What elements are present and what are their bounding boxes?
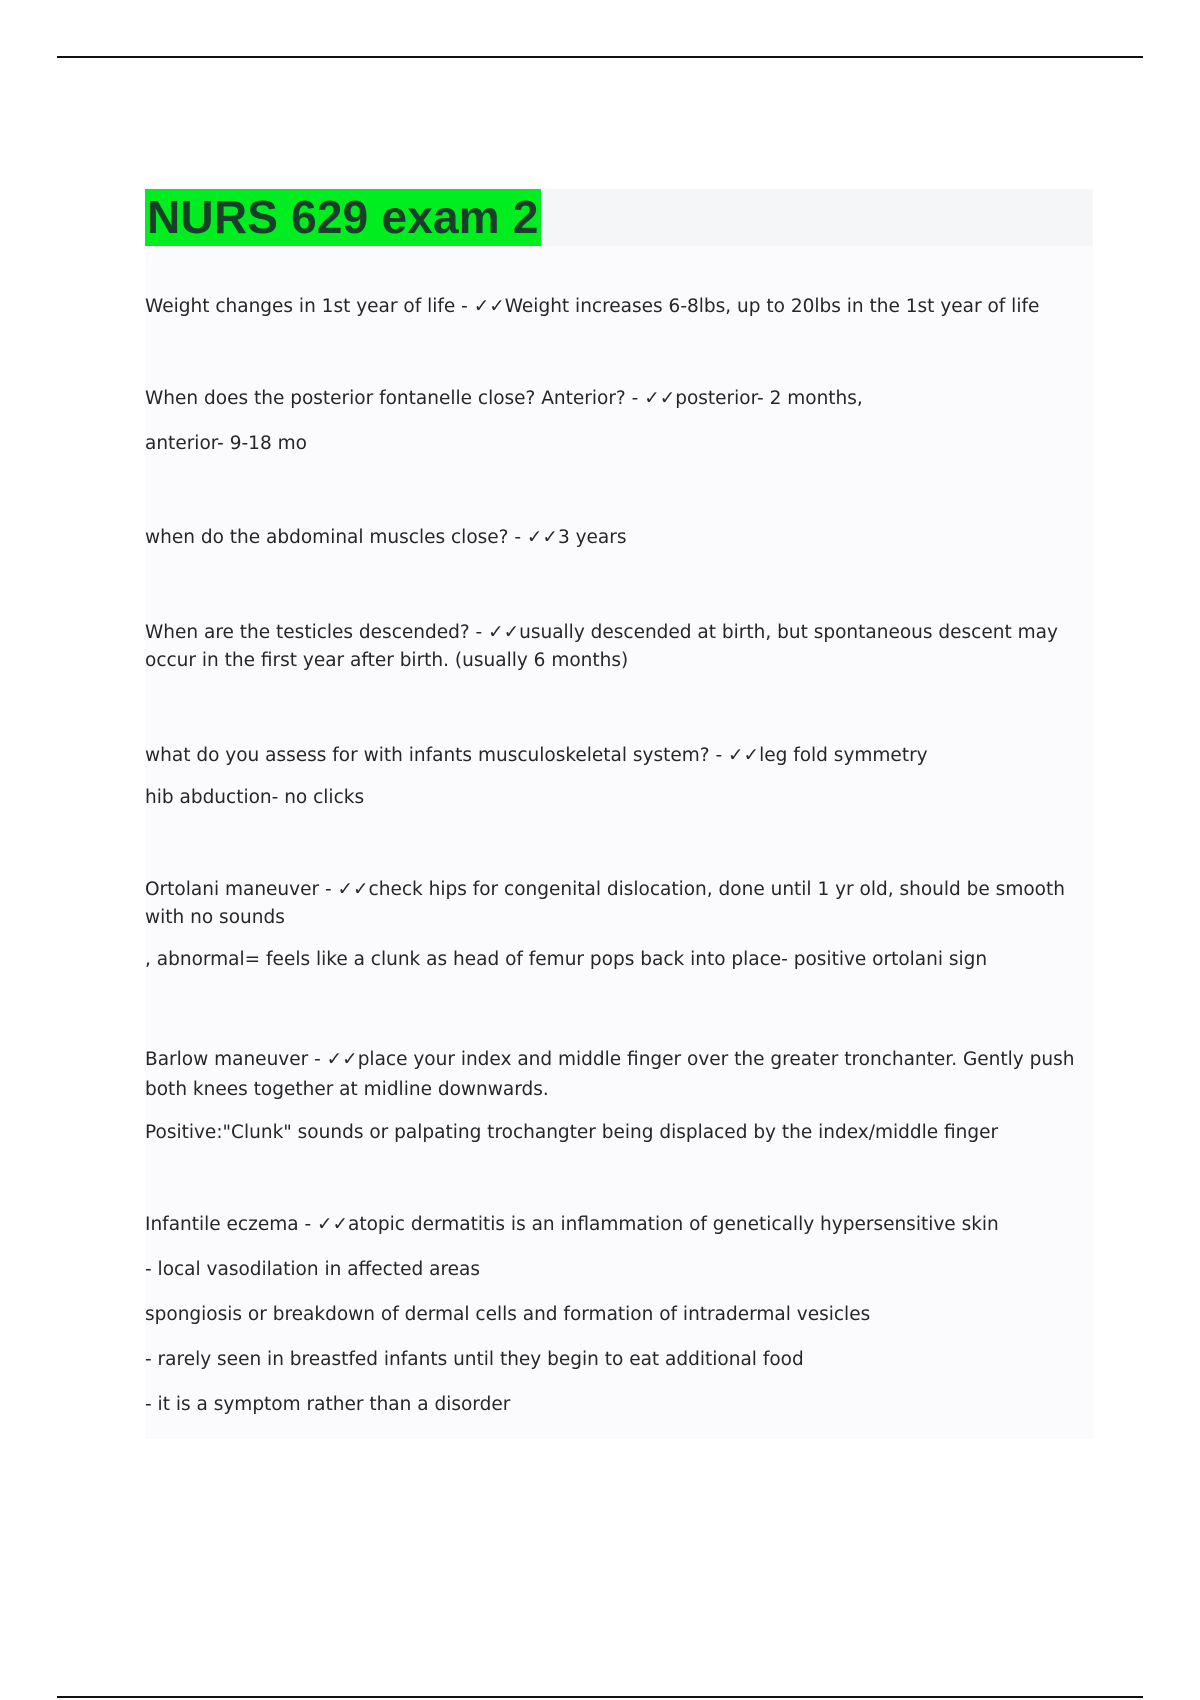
qa-entry-barlow xyxy=(145,1045,1093,1147)
check-mark-icon: ✓✓ xyxy=(644,388,676,409)
document-body xyxy=(145,189,1093,1439)
check-mark-icon: ✓✓ xyxy=(526,527,558,548)
qa-entry-ortolani xyxy=(145,876,1093,974)
header-rule xyxy=(57,56,1143,58)
qa-line xyxy=(145,742,1093,770)
qa-line xyxy=(145,876,1093,932)
answer-text: leg fold symmetry xyxy=(759,745,928,766)
separator: - xyxy=(308,1049,327,1070)
qa-entry-abdominal-muscles xyxy=(145,524,1093,552)
question-text: Ortolani maneuver xyxy=(145,879,320,900)
separator: - xyxy=(709,745,729,766)
qa-line xyxy=(145,619,1093,675)
qa-line xyxy=(145,293,1093,321)
qa-line xyxy=(145,524,1093,552)
separator: - xyxy=(319,879,338,900)
qa-entry-fontanelle xyxy=(145,385,1093,458)
document-title: NURS 629 exam 2 xyxy=(145,189,541,246)
qa-entry-testicles xyxy=(145,619,1093,675)
answer-continuation: hib abduction- no clicks xyxy=(145,787,365,808)
check-mark-icon: ✓✓ xyxy=(488,622,520,643)
check-mark-icon: ✓✓ xyxy=(317,1214,349,1235)
qa-line xyxy=(145,385,1093,413)
answer-text: atopic dermatitis is an inflammation of genetically hypersensitive skin xyxy=(348,1214,999,1235)
question-text: Barlow maneuver xyxy=(145,1049,309,1070)
check-mark-icon: ✓✓ xyxy=(326,1049,358,1070)
qa-entry-infantile-eczema xyxy=(145,1211,1093,1419)
separator: - xyxy=(625,388,645,409)
footer-rule xyxy=(57,1696,1143,1698)
answer-text: Weight increases 6-8lbs, up to 20lbs in the 1st year of life xyxy=(504,296,1040,317)
qa-line xyxy=(145,1211,1093,1239)
answer-text: 3 years xyxy=(557,527,627,548)
answer-continuation: , abnormal= feels like a clunk as head of femur pops back into place- positive ortolani sign xyxy=(145,949,988,970)
answer-text: usually descended at birth, but spontaneous descent may occur in the first year after birth. (usually 6 months) xyxy=(145,622,1058,671)
answer-text: posterior- 2 months, xyxy=(675,388,863,409)
answer-text: place your index and middle finger over the greater tronchanter. Gently push both knees together at midline downwards. xyxy=(145,1049,1075,1100)
answer-continuation: - rarely seen in breastfed infants until they begin to eat additional food xyxy=(145,1349,804,1370)
title-bar xyxy=(145,189,1093,246)
answer-continuation: anterior- 9-18 mo xyxy=(145,433,307,454)
question-text: what do you assess for with infants musculoskeletal system? xyxy=(145,745,710,766)
answer-continuation: - it is a symptom rather than a disorder xyxy=(145,1394,511,1415)
qa-entry-musculoskeletal xyxy=(145,742,1093,812)
question-text: When does the posterior fontanelle close? Anterior? xyxy=(145,388,626,409)
separator: - xyxy=(455,296,474,317)
question-text: Infantile eczema xyxy=(145,1214,299,1235)
check-mark-icon: ✓✓ xyxy=(337,879,369,900)
answer-text: check hips for congenital dislocation, done until 1 yr old, should be smooth with no sounds xyxy=(145,879,1065,928)
check-mark-icon: ✓✓ xyxy=(728,745,760,766)
question-text: when do the abdominal muscles close? xyxy=(145,527,509,548)
separator: - xyxy=(298,1214,317,1235)
separator: - xyxy=(469,622,489,643)
answer-continuation: - local vasodilation in affected areas xyxy=(145,1259,480,1280)
answer-continuation: Positive:"Clunk" sounds or palpating trochangter being displaced by the index/middle finger xyxy=(145,1122,999,1143)
question-text: When are the testicles descended? xyxy=(145,622,470,643)
check-mark-icon: ✓✓ xyxy=(473,296,505,317)
separator: - xyxy=(508,527,527,548)
question-text: Weight changes in 1st year of life xyxy=(145,296,456,317)
qa-line xyxy=(145,1045,1093,1105)
qa-entry-weight-changes xyxy=(145,293,1093,321)
answer-continuation: spongiosis or breakdown of dermal cells and formation of intradermal vesicles xyxy=(145,1304,871,1325)
